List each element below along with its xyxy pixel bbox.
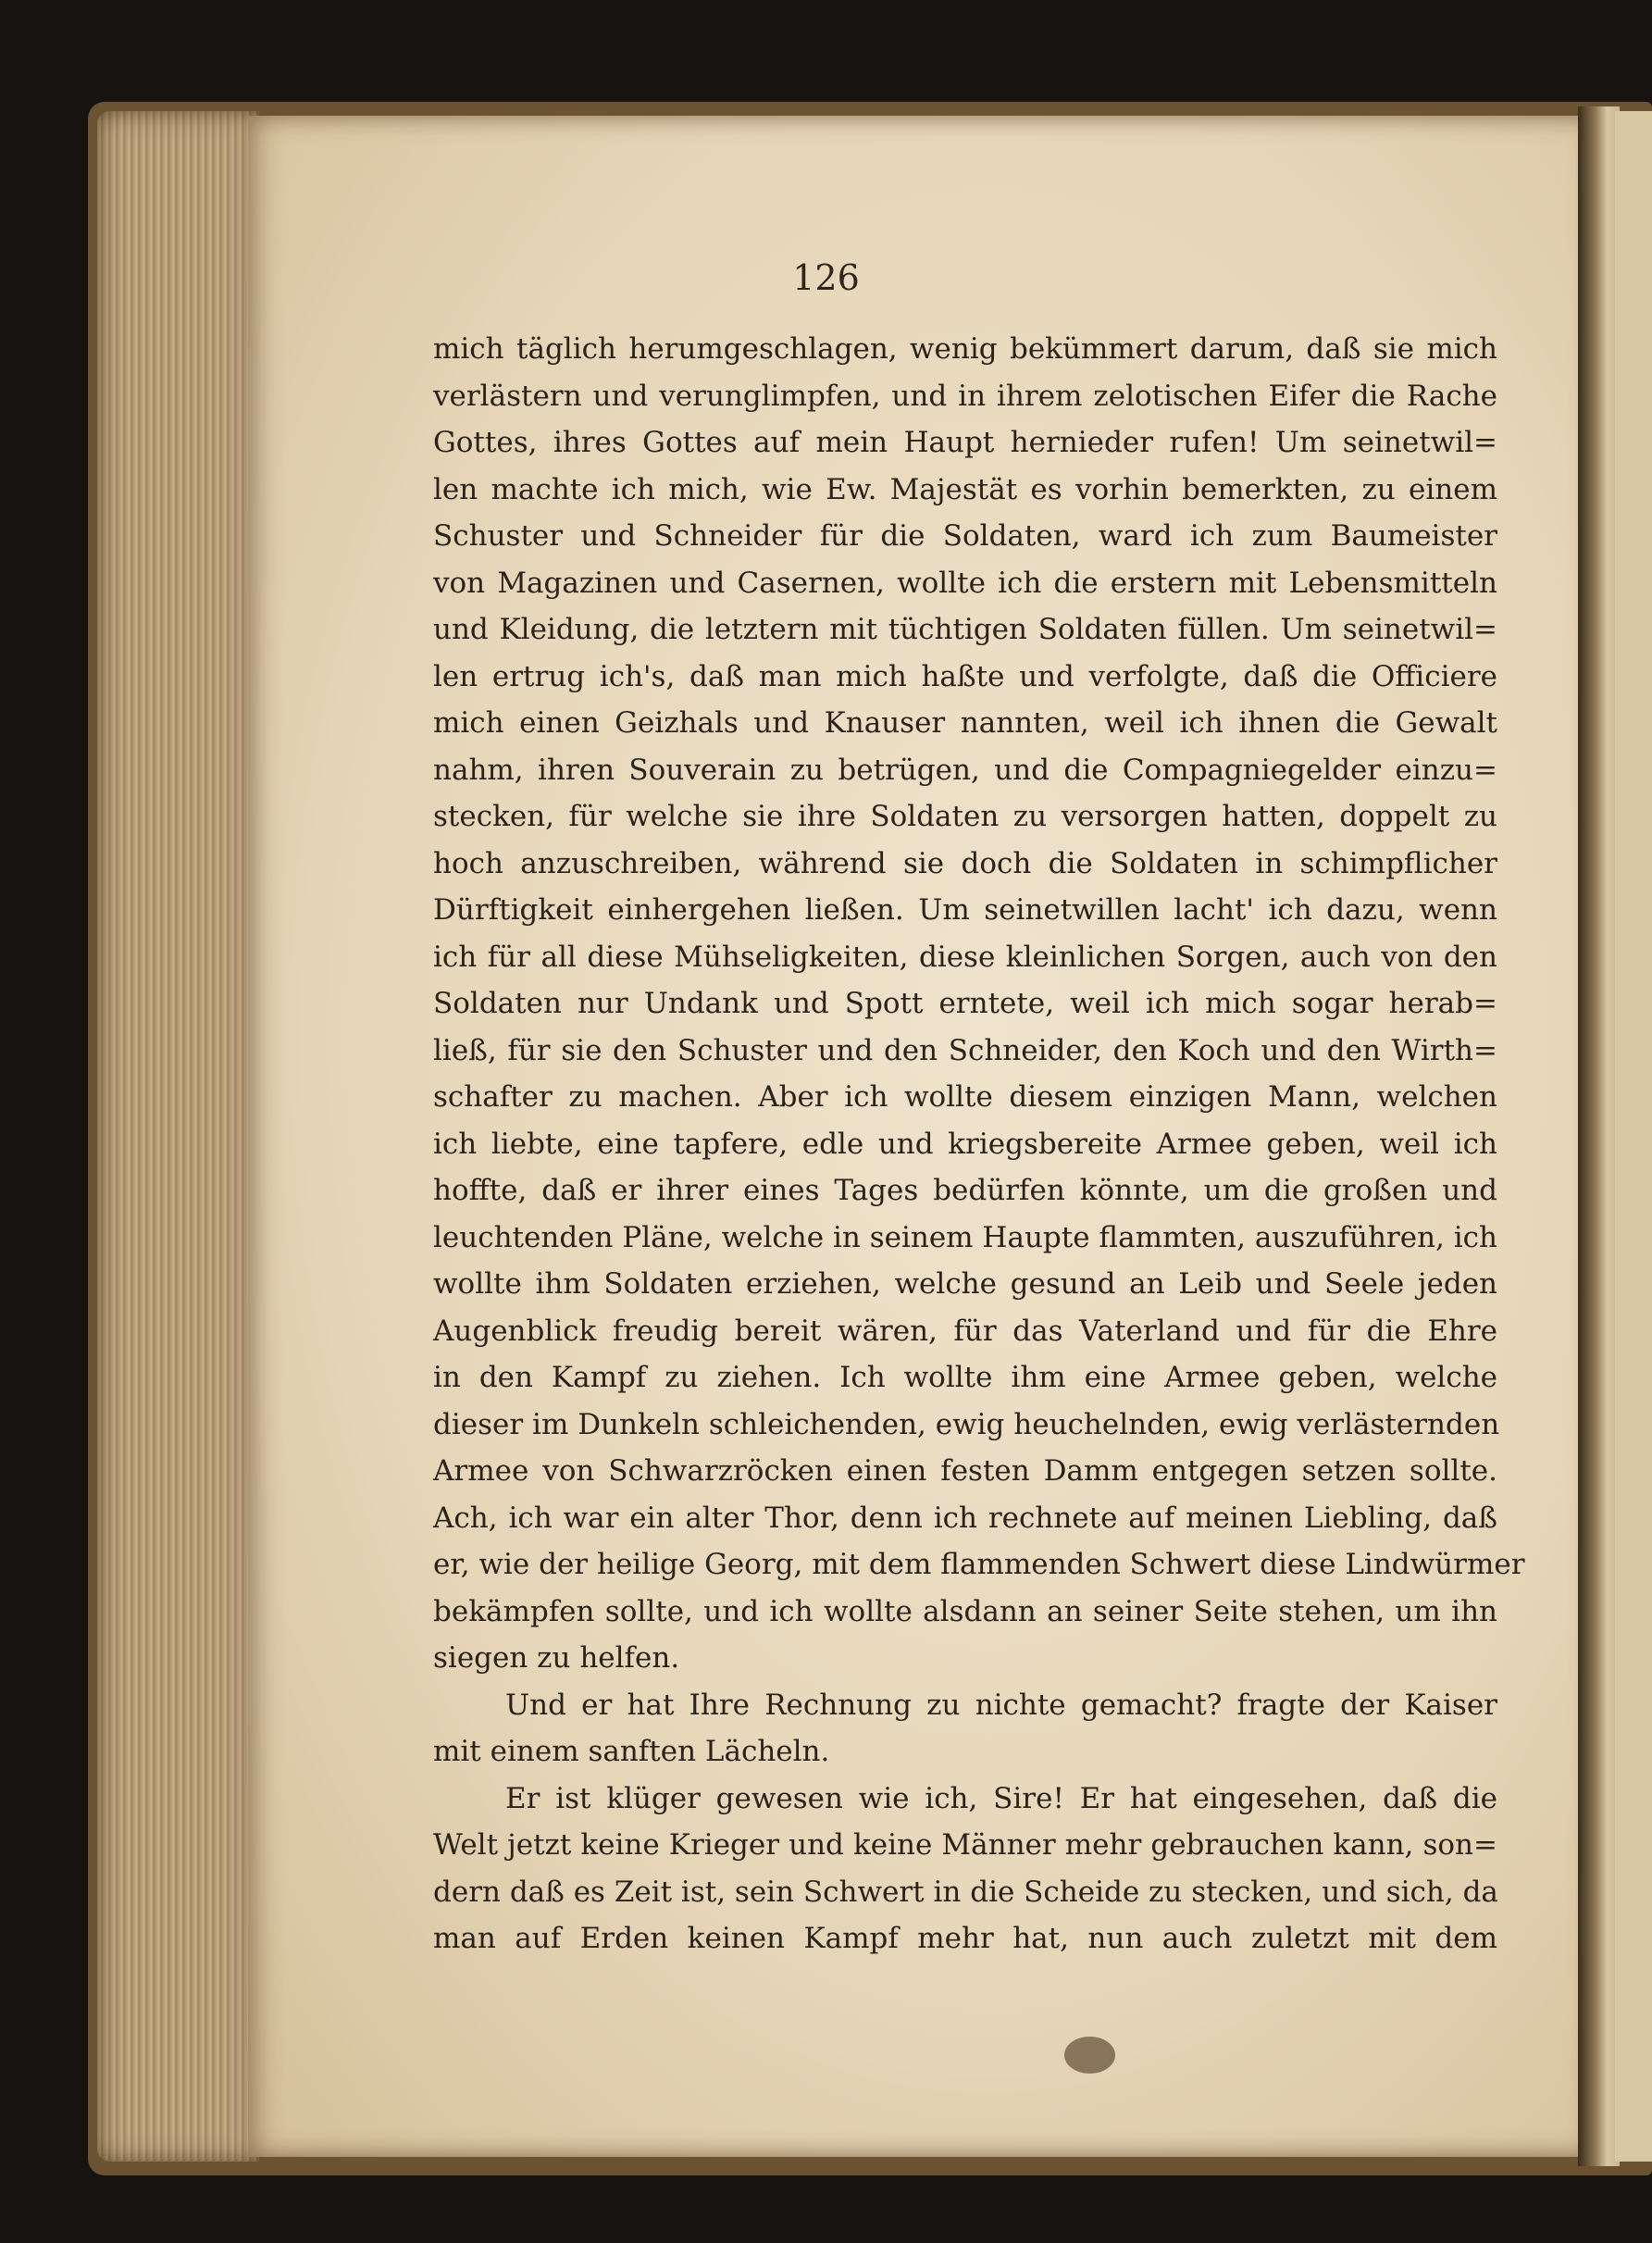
- text-line: len machte ich mich, wie Ew. Majestät es vorhin bemerkten, zu einem: [433, 472, 1497, 506]
- book-gutter: [1578, 106, 1620, 2166]
- text-line: von Magazinen und Casernen, wollte ich die erstern mit Lebensmitteln: [433, 566, 1497, 600]
- text-line: Soldaten nur Undank und Spott erntete, weil ich mich sogar herab=: [433, 987, 1497, 1020]
- text-line: stecken, für welche sie ihre Soldaten zu versorgen hatten, doppelt zu: [433, 800, 1497, 833]
- text-line: siegen zu helfen.: [433, 1641, 680, 1675]
- text-line: man auf Erden keinen Kampf mehr hat, nun auch zuletzt mit dem: [433, 1922, 1497, 1955]
- ink-stain: [1064, 2037, 1115, 2074]
- body-text: [433, 326, 1525, 1963]
- text-line: Schuster und Schneider für die Soldaten, ward ich zum Baumeister: [433, 519, 1497, 553]
- text-line: dern daß es Zeit ist, sein Schwert in die Scheide zu stecken, und sich, da: [433, 1875, 1498, 1909]
- text-line: nahm, ihren Souverain zu betrügen, und die Compagniegelder einzu=: [433, 753, 1497, 787]
- page-edges: [97, 111, 259, 2162]
- text-line: schafter zu machen. Aber ich wollte diesem einzigen Mann, welchen: [433, 1080, 1497, 1114]
- text-line: er, wie der heilige Georg, mit dem flammenden Schwert diese Lindwürmer: [433, 1548, 1525, 1581]
- text-line: hoch anzuschreiben, während sie doch die Soldaten in schimpflicher: [433, 846, 1497, 880]
- text-line: mich einen Geizhals und Knauser nannten, weil ich ihnen die Gewalt: [433, 706, 1497, 740]
- text-line: und Kleidung, die letztern mit tüchtigen Soldaten füllen. Um seinetwil=: [433, 613, 1497, 646]
- text-line: dieser im Dunkeln schleichenden, ewig heuchelnden, ewig verlästernden: [433, 1407, 1500, 1441]
- text-line: ließ, für sie den Schuster und den Schneider, den Koch und den Wirth=: [433, 1033, 1497, 1067]
- text-line: ich für all diese Mühseligkeiten, diese kleinlichen Sorgen, auch von den: [433, 940, 1497, 974]
- text-line: leuchtenden Pläne, welche in seinem Haupte flammten, auszuführen, ich: [433, 1220, 1497, 1254]
- text-line: Und er hat Ihre Rechnung zu nichte gemacht? fragte der Kaiser: [505, 1688, 1497, 1722]
- text-line: len ertrug ich's, daß man mich haßte und verfolgte, daß die Officiere: [433, 659, 1497, 693]
- text-line: in den Kampf zu ziehen. Ich wollte ihm eine Armee geben, welche: [433, 1361, 1497, 1394]
- text-line: Welt jetzt keine Krieger und keine Männer mehr gebrauchen kann, son=: [433, 1828, 1497, 1862]
- text-line: Ach, ich war ein alter Thor, denn ich rechnete auf meinen Liebling, daß: [433, 1501, 1497, 1535]
- text-line: ich liebte, eine tapfere, edle und kriegsbereite Armee geben, weil ich: [433, 1127, 1497, 1161]
- text-line: verlästern und verunglimpfen, und in ihrem zelotischen Eifer die Rache: [433, 379, 1497, 413]
- text-line: bekämpfen sollte, und ich wollte alsdann an seiner Seite stehen, um ihn: [433, 1594, 1497, 1628]
- text-line: Er ist klüger gewesen wie ich, Sire! Er hat eingesehen, daß die: [505, 1781, 1497, 1815]
- text-line: Gottes, ihres Gottes auf mein Haupt hernieder rufen! Um seinetwil=: [433, 426, 1497, 459]
- text-line: mich täglich herumgeschlagen, wenig bekümmert darum, daß sie mich: [433, 332, 1497, 366]
- text-line: Augenblick freudig bereit wären, für das Vaterland und für die Ehre: [433, 1314, 1497, 1348]
- text-line: wollte ihm Soldaten erziehen, welche gesund an Leib und Seele jeden: [433, 1267, 1497, 1301]
- text-line: mit einem sanften Lächeln.: [433, 1735, 830, 1768]
- text-line: hoffte, daß er ihrer eines Tages bedürfen könnte, um die großen und: [433, 1174, 1497, 1207]
- text-line: Armee von Schwarzröcken einen festen Damm entgegen setzen sollte.: [433, 1454, 1497, 1488]
- page-number: 126: [792, 257, 860, 298]
- facing-page-edge: [1615, 111, 1652, 2162]
- text-line: Dürftigkeit einhergehen ließen. Um seinetwillen lacht' ich dazu, wenn: [433, 893, 1497, 927]
